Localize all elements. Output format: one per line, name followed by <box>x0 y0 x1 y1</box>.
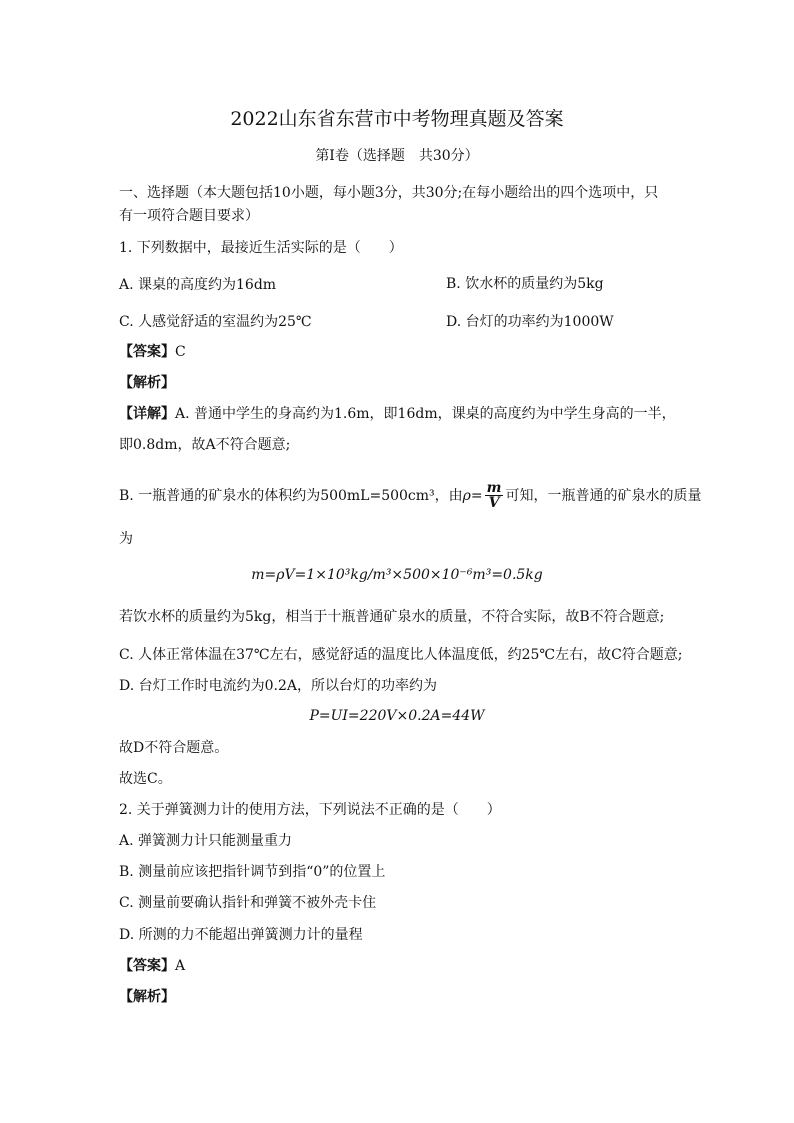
q2-option-a: A. 弹簧测力计只能测量重力 <box>119 833 293 849</box>
q1-option-a: A. 课桌的高度约为16dm <box>119 277 277 293</box>
q1-d-detail: D. 台灯工作时电流约为0.2A，所以台灯的功率约为 <box>119 678 437 694</box>
q1-option-d: D. 台灯的功率约为1000W <box>446 314 614 330</box>
q1-b-detail <box>119 479 701 513</box>
q1-stem: 1. 下列数据中，最接近生活实际的是（ ） <box>119 240 403 256</box>
q1-analysis-tag: 【解析】 <box>119 375 175 391</box>
q2-stem: 2. 关于弹簧测力计的使用方法，下列说法不正确的是（ ） <box>119 802 501 818</box>
q1-b-conclusion: 若饮水杯的质量约为5kg，相当于十瓶普通矿泉水的质量，不符合实际，故B不符合题意; <box>119 609 665 625</box>
q1-choice: 故选C。 <box>119 771 172 787</box>
section-heading-line-1: 一、选择题（本大题包括10小题，每小题3分，共30分;在每小题给出的四个选项中，只 <box>119 185 659 201</box>
q1-answer-value: C <box>175 344 186 360</box>
power-formula: P=UI=220V×0.2A=44W <box>309 708 485 724</box>
mass-over-volume-fraction <box>485 481 504 511</box>
section-subtitle: 第Ⅰ卷（选择题 共30分） <box>315 148 479 164</box>
density-formula: m=ρV=1×10³kg/m³×500×10⁻⁶m³=0.5kg <box>251 567 543 583</box>
q2-answer <box>119 957 185 975</box>
q2-option-b: B. 测量前应该把指针调节到指“0”的位置上 <box>119 864 386 880</box>
page-title: 2022山东省东营市中考物理真题及答案 <box>230 108 564 130</box>
q1-b-detail-post: 可知，一瓶普通的矿泉水的质量 <box>505 488 702 504</box>
q2-analysis-tag: 【解析】 <box>119 989 175 1005</box>
q2-option-c: C. 测量前要确认指针和弹簧不被外壳卡住 <box>119 895 377 911</box>
q1-answer-tag: 【答案】 <box>119 344 175 360</box>
q1-detail-line-2: 即0.8dm，故A不符合题意; <box>119 437 291 453</box>
q1-b-detail-wrap: 为 <box>119 531 133 547</box>
q1-d-conclusion: 故D不符合题意。 <box>119 740 229 756</box>
q1-b-detail-pre: B. 一瓶普通的矿泉水的体积约为500mL=500cm³，由 <box>119 488 463 504</box>
fraction-denominator: V <box>488 495 500 511</box>
q1-answer <box>119 343 186 361</box>
q2-answer-tag: 【答案】 <box>119 958 175 974</box>
q1-detail-line-1 <box>119 405 676 423</box>
q2-option-d: D. 所测的力不能超出弹簧测力计的量程 <box>119 927 363 943</box>
q1-b-rho: ρ= <box>462 488 483 504</box>
q1-c-detail: C. 人体正常体温在37℃左右，感觉舒适的温度比人体温度低，约25℃左右，故C符合题意; <box>119 647 683 663</box>
q1-option-b: B. 饮水杯的质量约为5kg <box>446 276 604 292</box>
q1-detail-text: A. 普通中学生的身高约为1.6m，即16dm，课桌的高度约为中学生身高的一半， <box>175 406 676 422</box>
q1-detail-tag: 【详解】 <box>119 406 175 422</box>
fraction-numerator: m <box>486 480 502 496</box>
q1-option-c: C. 人感觉舒适的室温约为25℃ <box>119 314 312 330</box>
q2-answer-value: A <box>175 958 186 974</box>
section-heading-line-2: 有一项符合题目要求） <box>119 208 259 224</box>
